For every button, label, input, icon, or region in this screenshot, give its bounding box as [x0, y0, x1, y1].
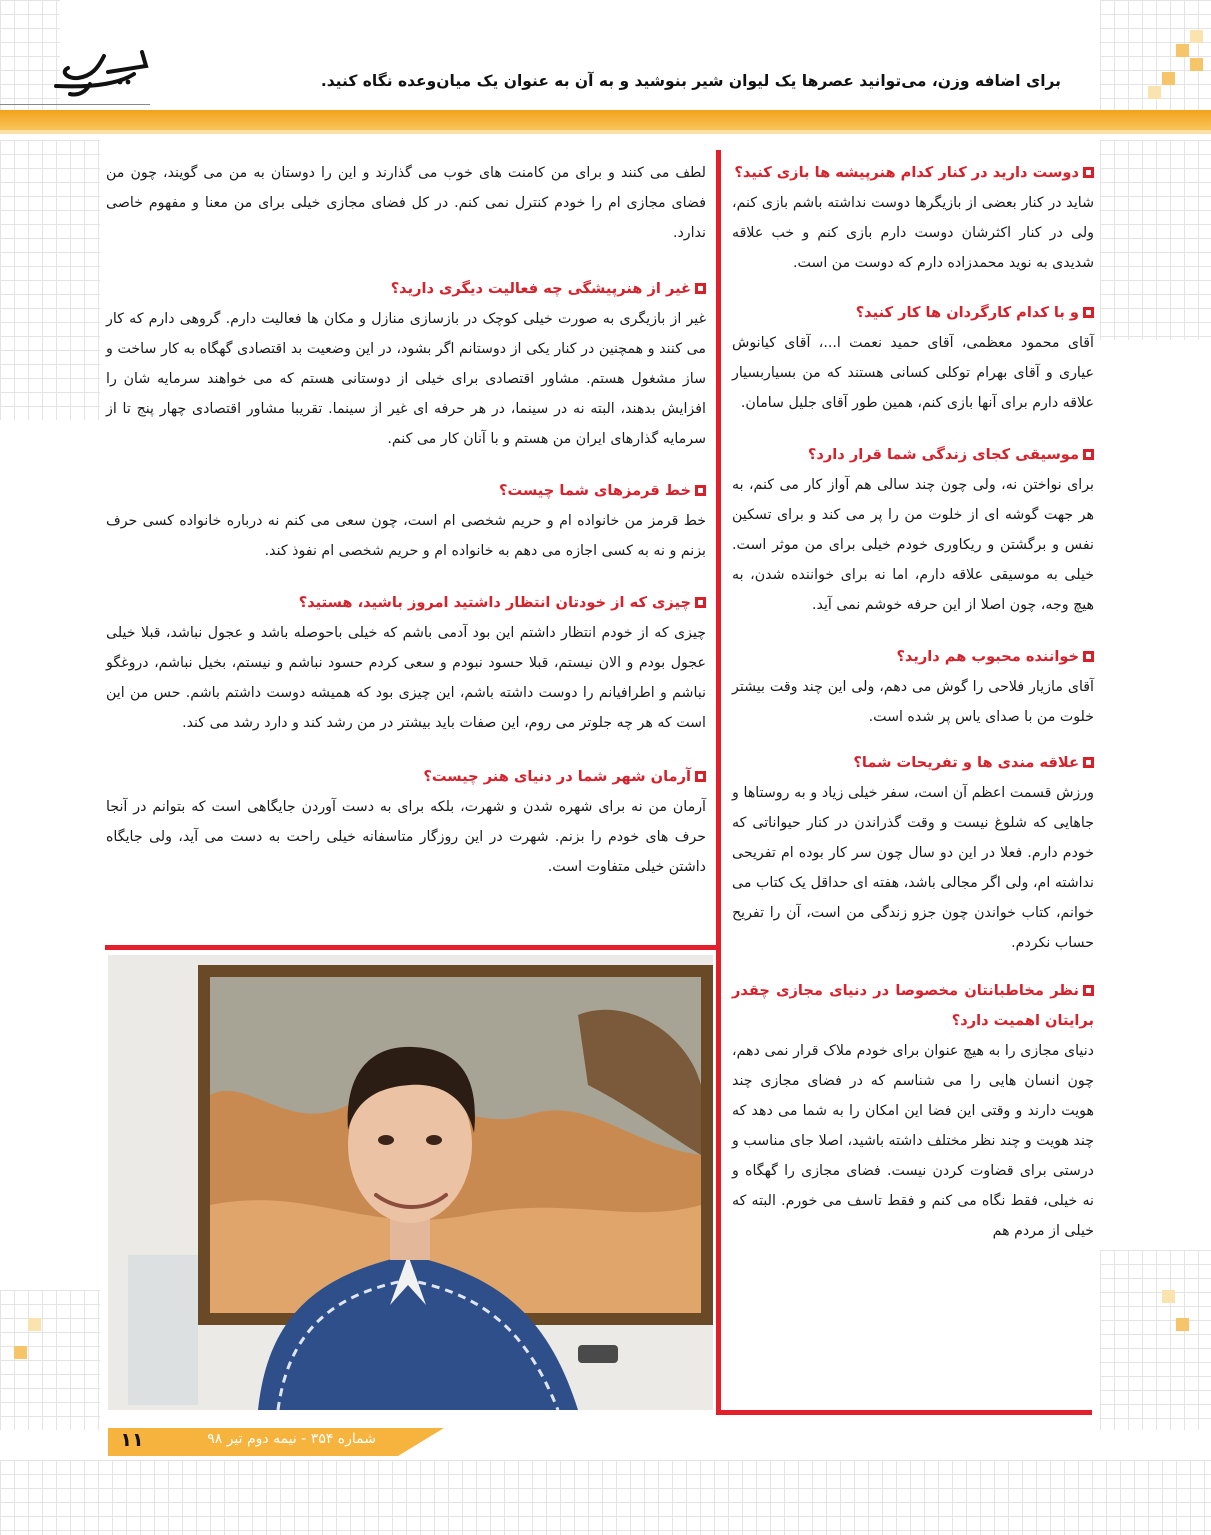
- issue-info: شماره ۳۵۴ - نیمه دوم تیر ۹۸: [207, 1431, 376, 1447]
- answer-text: برای نواختن نه، ولی چون چند سالی هم آواز کار می کنم، به هر جهت گوشه ای از خلوت من را پر می کند و برای تسکین نفس و برگشتن و ریکاوری خودم خیلی برای من موثر است. خیلی به موسیقی علاقه دارم، اما نه برای خواننده شدن، به هیچ وجه، چون اصلا از این حرفه خوشم نمی آید.: [732, 477, 1094, 613]
- answer-text: خط قرمز من خانواده ام و حریم شخصی ام است، چون سعی می کنم نه درباره خانواده کسی حرف بزنم و نه به کسی اجازه می دهم به خانواده ام و حریم شخصی ام نفوذ کند.: [106, 513, 706, 559]
- qa-block: [732, 748, 1094, 958]
- answer-text: آقای محمود معظمی، آقای حمید نعمت ا...، آقای کیانوش عیاری و آقای بهرام توکلی کسانی هستند که من بسیاربسیار علاقه دارم برای آنها بازی کنم، همین طور آقای جلیل سامان.: [732, 335, 1094, 411]
- qa-block: [732, 440, 1094, 620]
- right-column: [732, 158, 1094, 1246]
- deco-square: [14, 1346, 27, 1359]
- question-heading: علاقه مندی ها و تفریحات شما؟: [732, 748, 1094, 778]
- square-bullet-icon: [695, 771, 706, 782]
- qa-block: [106, 274, 706, 454]
- side-grid-right-bottom: [1100, 1250, 1211, 1430]
- question-heading: موسیقی کجای زندگی شما قرار دارد؟: [732, 440, 1094, 470]
- deco-square: [1176, 44, 1189, 57]
- square-bullet-icon: [1083, 985, 1094, 996]
- question-heading: دوست دارید در کنار کدام هنرپیشه ها بازی کنید؟: [732, 158, 1094, 188]
- header-band: [0, 110, 1211, 130]
- answer-text: چیزی که از خودم انتظار داشتم این بود آدمی باشم که خیلی باحوصله باشد و عجول نباشد، قبلا خیلی عجول بودم و الان نیستم، قبلا حسود نبودم و سعی کردم حسود نباشم و نیستم، بخیل نباشم، دروغگو نباشم و اطرافیانم را دوست داشته باشم، این چیزی بود که همیشه دوست داشتم باشم. حس من این است که هر چه جلوتر می روم، این صفات باید بیشتر در من رشد کند و دارد رشد می کند.: [106, 625, 706, 731]
- qa-block: [106, 762, 706, 882]
- question-heading: غیر از هنرپیشگی چه فعالیت دیگری دارید؟: [106, 274, 706, 304]
- square-bullet-icon: [1083, 757, 1094, 768]
- question-heading: آرمان شهر شما در دنیای هنر چیست؟: [106, 762, 706, 792]
- side-grid-left-bottom: [0, 1290, 100, 1430]
- portrait-photo: [108, 955, 713, 1410]
- photo-top-rule: [105, 945, 719, 950]
- deco-square: [1162, 72, 1175, 85]
- question-heading: و با کدام کارگردان ها کار کنید؟: [732, 298, 1094, 328]
- square-bullet-icon: [695, 283, 706, 294]
- continued-text: لطف می کنند و برای من کامنت های خوب می گذارند و این را دوستان به من می گویند، چون من فضای مجازی ام را خودم کنترل نمی کنم. در کل فضای مجازی خیلی برای من معنا و مفهوم خاصی ندارد.: [106, 165, 706, 241]
- qa-block: [732, 298, 1094, 418]
- qa-block: [732, 976, 1094, 1246]
- answer-text: آرمان من نه برای شهره شدن و شهرت، بلکه برای به دست آوردن جایگاهی است که بتوانم در آنجا حرف های خودم را بزنم. شهرت در این روزگار متاسفانه خیلی راحت به دست می آید، ولی جایگاه داشتن خیلی متفاوت است.: [106, 799, 706, 875]
- answer-text: ورزش قسمت اعظم آن است، سفر خیلی زیاد و به روستاها و جاهایی که شلوغ نیست و وقت گذراندن در کنار حیواناتی که خودم دارم. فعلا در این دو سال چون سر کار بوده ام تفریحی نداشته ام، ولی اگر مجالی باشد، هفته ای حداقل یک کتاب می خوانم، کتاب خواندن چون جزو زندگی من است، آن را تفریح حساب نکردم.: [732, 785, 1094, 951]
- answer-text: آقای مازیار فلاحی را گوش می دهم، ولی این چند وقت بیشتر خلوت من با صدای یاس پر شده است.: [732, 679, 1094, 725]
- square-bullet-icon: [695, 485, 706, 496]
- column-bottom-rule: [720, 1410, 1092, 1415]
- square-bullet-icon: [695, 597, 706, 608]
- deco-square: [1190, 58, 1203, 71]
- question-heading: نظر مخاطبانتان مخصوصا در دنیای مجازی چقدر برایتان اهمیت دارد؟: [732, 982, 1094, 1029]
- question-heading: چیزی که از خودتان انتظار داشتید امروز باشید، هستید؟: [106, 588, 706, 618]
- square-bullet-icon: [1083, 167, 1094, 178]
- header-band-pale: [0, 130, 1211, 134]
- answer-text: غیر از بازیگری به صورت خیلی کوچک در بازسازی منازل و مکان ها فعالیت دارم. گروهی دارم که کار می کنند و همچنین در کنار یکی از دوستانم اگر بشود، در این وضعیت بد اقتصادی گهگاه به کار ساخت و ساز مشغول هستم. مشاور اقتصادی برای خیلی از دوستانی هستم که می خواهند سرمایه شان را افزایش بدهند، البته نه در سینما، در هر حرفه ای غیر از سینما. تقریبا مشاور اقتصادی چهار پنج تا از سرمایه گذارهای ایران من هستم و با آنان کار می کنم.: [106, 311, 706, 447]
- bottom-grid: [0, 1460, 1211, 1535]
- left-column: [106, 158, 706, 882]
- page-number: ۱۱: [120, 1429, 144, 1451]
- header-tip: برای اضافه وزن، می‌توانید عصرها یک لیوان شیر بنوشید و به آن به عنوان یک میان‌وعده نگاه کنید.: [320, 72, 1061, 90]
- square-bullet-icon: [1083, 307, 1094, 318]
- logo-underline: [0, 104, 150, 105]
- question-heading: خط قرمزهای شما چیست؟: [106, 476, 706, 506]
- side-grid-right: [1100, 140, 1211, 340]
- deco-square: [1162, 1290, 1175, 1303]
- answer-text: شاید در کنار بعضی از بازیگرها دوست نداشته باشم بازی کنم، ولی در کنار اکثرشان دوست دارم بازی کنم و خب علاقه شدیدی به نوید محمدزاده دارم که دوست من است.: [732, 195, 1094, 271]
- qa-block: [732, 642, 1094, 732]
- side-grid-left: [0, 140, 100, 420]
- deco-square: [1176, 1318, 1189, 1331]
- qa-block: [106, 476, 706, 566]
- answer-text: دنیای مجازی را به هیچ عنوان برای خودم ملاک قرار نمی دهم، چون انسان هایی را می شناسم که در فضای مجازی چند هویت دارند و وقتی این فضا این امکان را به شما می دهد که چند هویت و چند نظر مختلف داشته باشید، اصلا جای مناسب و درستی برای قضاوت کردن نیست. فضای مجازی را گهگاه و نه خیلی، فقط نگاه می کنم و فقط تاسف می خورم. البته که خیلی از مردم هم: [731, 1043, 1094, 1239]
- qa-block: [732, 158, 1094, 278]
- deco-square: [1190, 30, 1203, 43]
- column-divider: [716, 150, 721, 1415]
- square-bullet-icon: [1083, 651, 1094, 662]
- qa-block: [106, 588, 706, 738]
- question-heading: خواننده محبوب هم دارید؟: [732, 642, 1094, 672]
- deco-square: [28, 1318, 41, 1331]
- deco-square: [1148, 86, 1161, 99]
- square-bullet-icon: [1083, 449, 1094, 460]
